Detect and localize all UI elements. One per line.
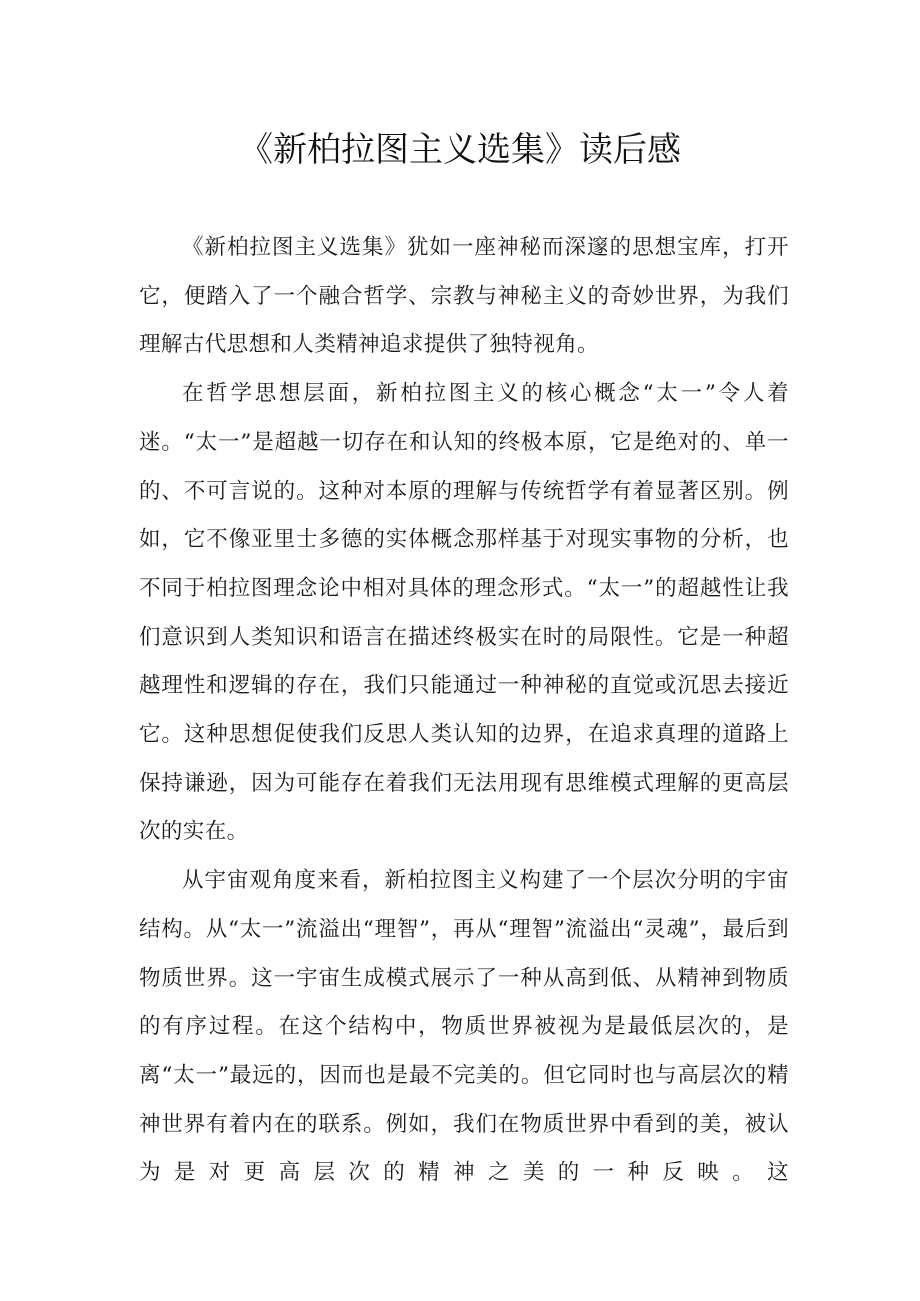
document-body — [139, 224, 789, 1198]
paragraph-cosmology: 从宇宙观角度来看，新柏拉图主义构建了一个层次分明的宇宙结构。从“太一”流溢出“理智”，再从“理智”流溢出“灵魂”，最后到物质世界。这一宇宙生成模式展示了一种从高到低、从精神到物质的有序过程。在这个结构中，物质世界被视为是最低层次的，是离“太一”最远的，因而也是最不完美的。但它同时也与高层次的精神世界有着内在的联系。例如，我们在物质世界中看到的美，被认为是对更高层次的精神之美的一种反映。这 — [139, 868, 789, 1186]
paragraph-philosophy: 在哲学思想层面，新柏拉图主义的核心概念“太一”令人着迷。“太一”是超越一切存在和认知的终极本原，它是绝对的、单一的、不可言说的。这种对本原的理解与传统哲学有着显著区别。例如，它不像亚里士多德的实体概念那样基于对现实事物的分析，也不同于柏拉图理念论中相对具体的理念形式。“太一”的超越性让我们意识到人类知识和语言在描述终极实在时的局限性。它是一种超越理性和逻辑的存在，我们只能通过一种神秘的直觉或沉思去接近它。这种思想促使我们反思人类认知的边界，在追求真理的道路上保持谦逊，因为可能存在着我们无法用现有思维模式理解的更高层次的实在。 — [139, 381, 789, 845]
paragraph-intro: 《新柏拉图主义选集》犹如一座神秘而深邃的思想宝库，打开它，便踏入了一个融合哲学、宗教与神秘主义的奇妙世界，为我们理解古代思想和人类精神追求提供了独特视角。 — [139, 235, 789, 358]
document-title: 《新柏拉图主义选集》读后感 — [239, 130, 681, 170]
